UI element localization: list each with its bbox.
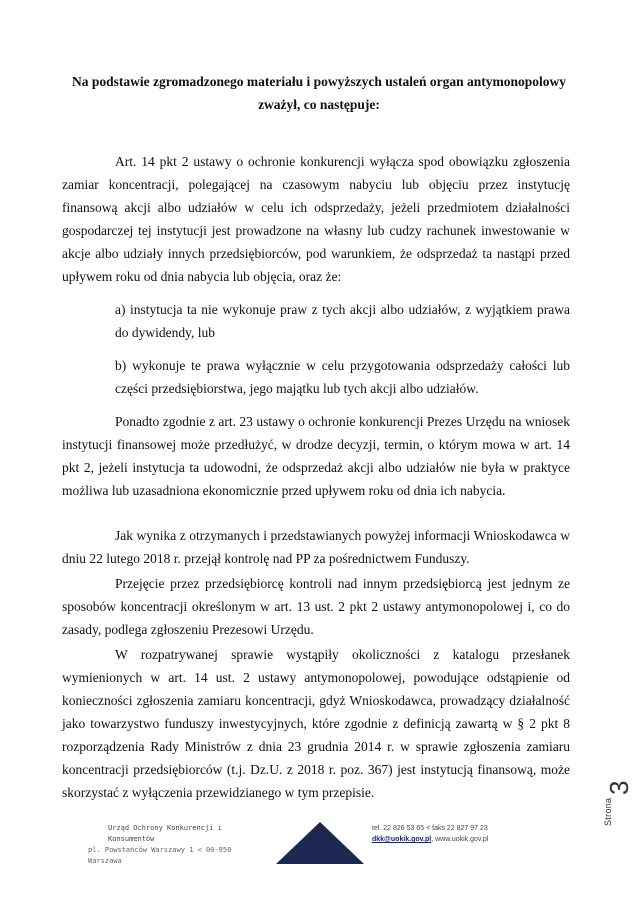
- document-body: [62, 150, 570, 804]
- footer-email-link[interactable]: dkk@uokik.gov.pl: [372, 836, 432, 843]
- paragraph-concentration: Przejęcie przez przedsiębiorcę kontroli nad innym przedsiębiorcą jest jednym ze sposobów koncentracji określonym w art. 13 ust. 2 pkt 2 ustawy antymonopolowej i, co do zasady, podlega zgłoszeniu Prezesowi Urzędu.: [62, 576, 570, 637]
- footer-phone: tel. 22 826 53 65 < faks 22 827 97 23: [372, 825, 488, 832]
- paragraph-exemption: W rozpatrywanej sprawie wystąpiły okoliczności z katalogu przesłanek wymienionych w art. 14 ust. 2 ustawy antymonopolowej, powodujące odstąpienie od konieczności zgłoszenia zamiaru koncentracji, gdyż Wnioskodawca, prowadzący działalność jako towarzystwo funduszy inwestycyjnych, które zgodnie z definicją zawartą w § 2 pkt 8 rozporządzenia Rady Ministrów z dnia 23 grudnia 2014 r. w sprawie zgłoszenia zamiaru koncentracji przedsiębiorców (t.j. Dz.U. z 2018 r. poz. 367) jest instytucją finansową, może skorzystać z wyłączenia przewidzianego w tym przepisie.: [62, 647, 570, 800]
- page-label-text: Strona: [603, 797, 613, 826]
- list-item-a: a) instytucja ta nie wykonuje praw z tych akcji albo udziałów, z wyjątkiem prawa do dywidendy, lub: [115, 302, 570, 340]
- paragraph-facts: Jak wynika z otrzymanych i przedstawianych powyżej informacji Wnioskodawca w dniu 22 lutego 2018 r. przejął kontrolę nad PP za pośrednictwem Funduszy.: [62, 528, 570, 566]
- footer-address-block: [84, 823, 264, 867]
- heading-line-1: Na podstawie zgromadzonego materiału i powyższych ustaleń organ antymonopolowy: [72, 74, 566, 89]
- page-number: 3: [604, 780, 634, 795]
- paragraph-art-14: Art. 14 pkt 2 ustawy o ochronie konkurencji wyłącza spod obowiązku zgłoszenia zamiar koncentracji, polegającej na czasowym nabyciu lub objęciu przez instytucję finansową akcji albo udziałów w celu ich odsprzedaży, jeżeli przedmiotem działalności gospodarczej tej instytucji jest prowadzone na własny lub cudzy rachunek inwestowanie w akcje albo udziały innych przedsiębiorców, pod warunkiem, że odsprzedaż ta nastąpi przed upływem roku od dnia nabycia lub objęcia, oraz że:: [62, 154, 570, 284]
- footer-org-name: Urząd Ochrony Konkurencji i Konsumentów: [108, 824, 222, 843]
- footer-website[interactable]: , www.uokik.gov.pl: [431, 836, 489, 843]
- heading-line-2: zważył, co następuje:: [258, 97, 380, 112]
- list-item-b: b) wykonuje te prawa wyłącznie w celu przygotowania odsprzedaży całości lub części przedsiębiorstwa, jego majątku lub tych akcji albo udziałów.: [115, 358, 570, 396]
- decision-heading: [70, 70, 568, 116]
- paragraph-art-23: Ponadto zgodnie z art. 23 ustawy o ochronie konkurencji Prezes Urzędu na wniosek instytucji finansowej może przedłużyć, w drodze decyzji, termin, o którym mowa w art. 14 pkt 2, jeżeli instytucja ta udowodni, że odsprzedaż akcji albo udziałów nie była w praktyce możliwa lub uzasadniona ekonomicznie przed upływem roku od dnia ich nabycia.: [62, 414, 570, 498]
- footer-address: pl. Powstańców Warszawy 1 < 00-950 Warszawa: [88, 846, 232, 865]
- page-number-label: [601, 768, 634, 828]
- uokik-logo-icon: [272, 814, 368, 864]
- footer-contact-block: [372, 823, 562, 845]
